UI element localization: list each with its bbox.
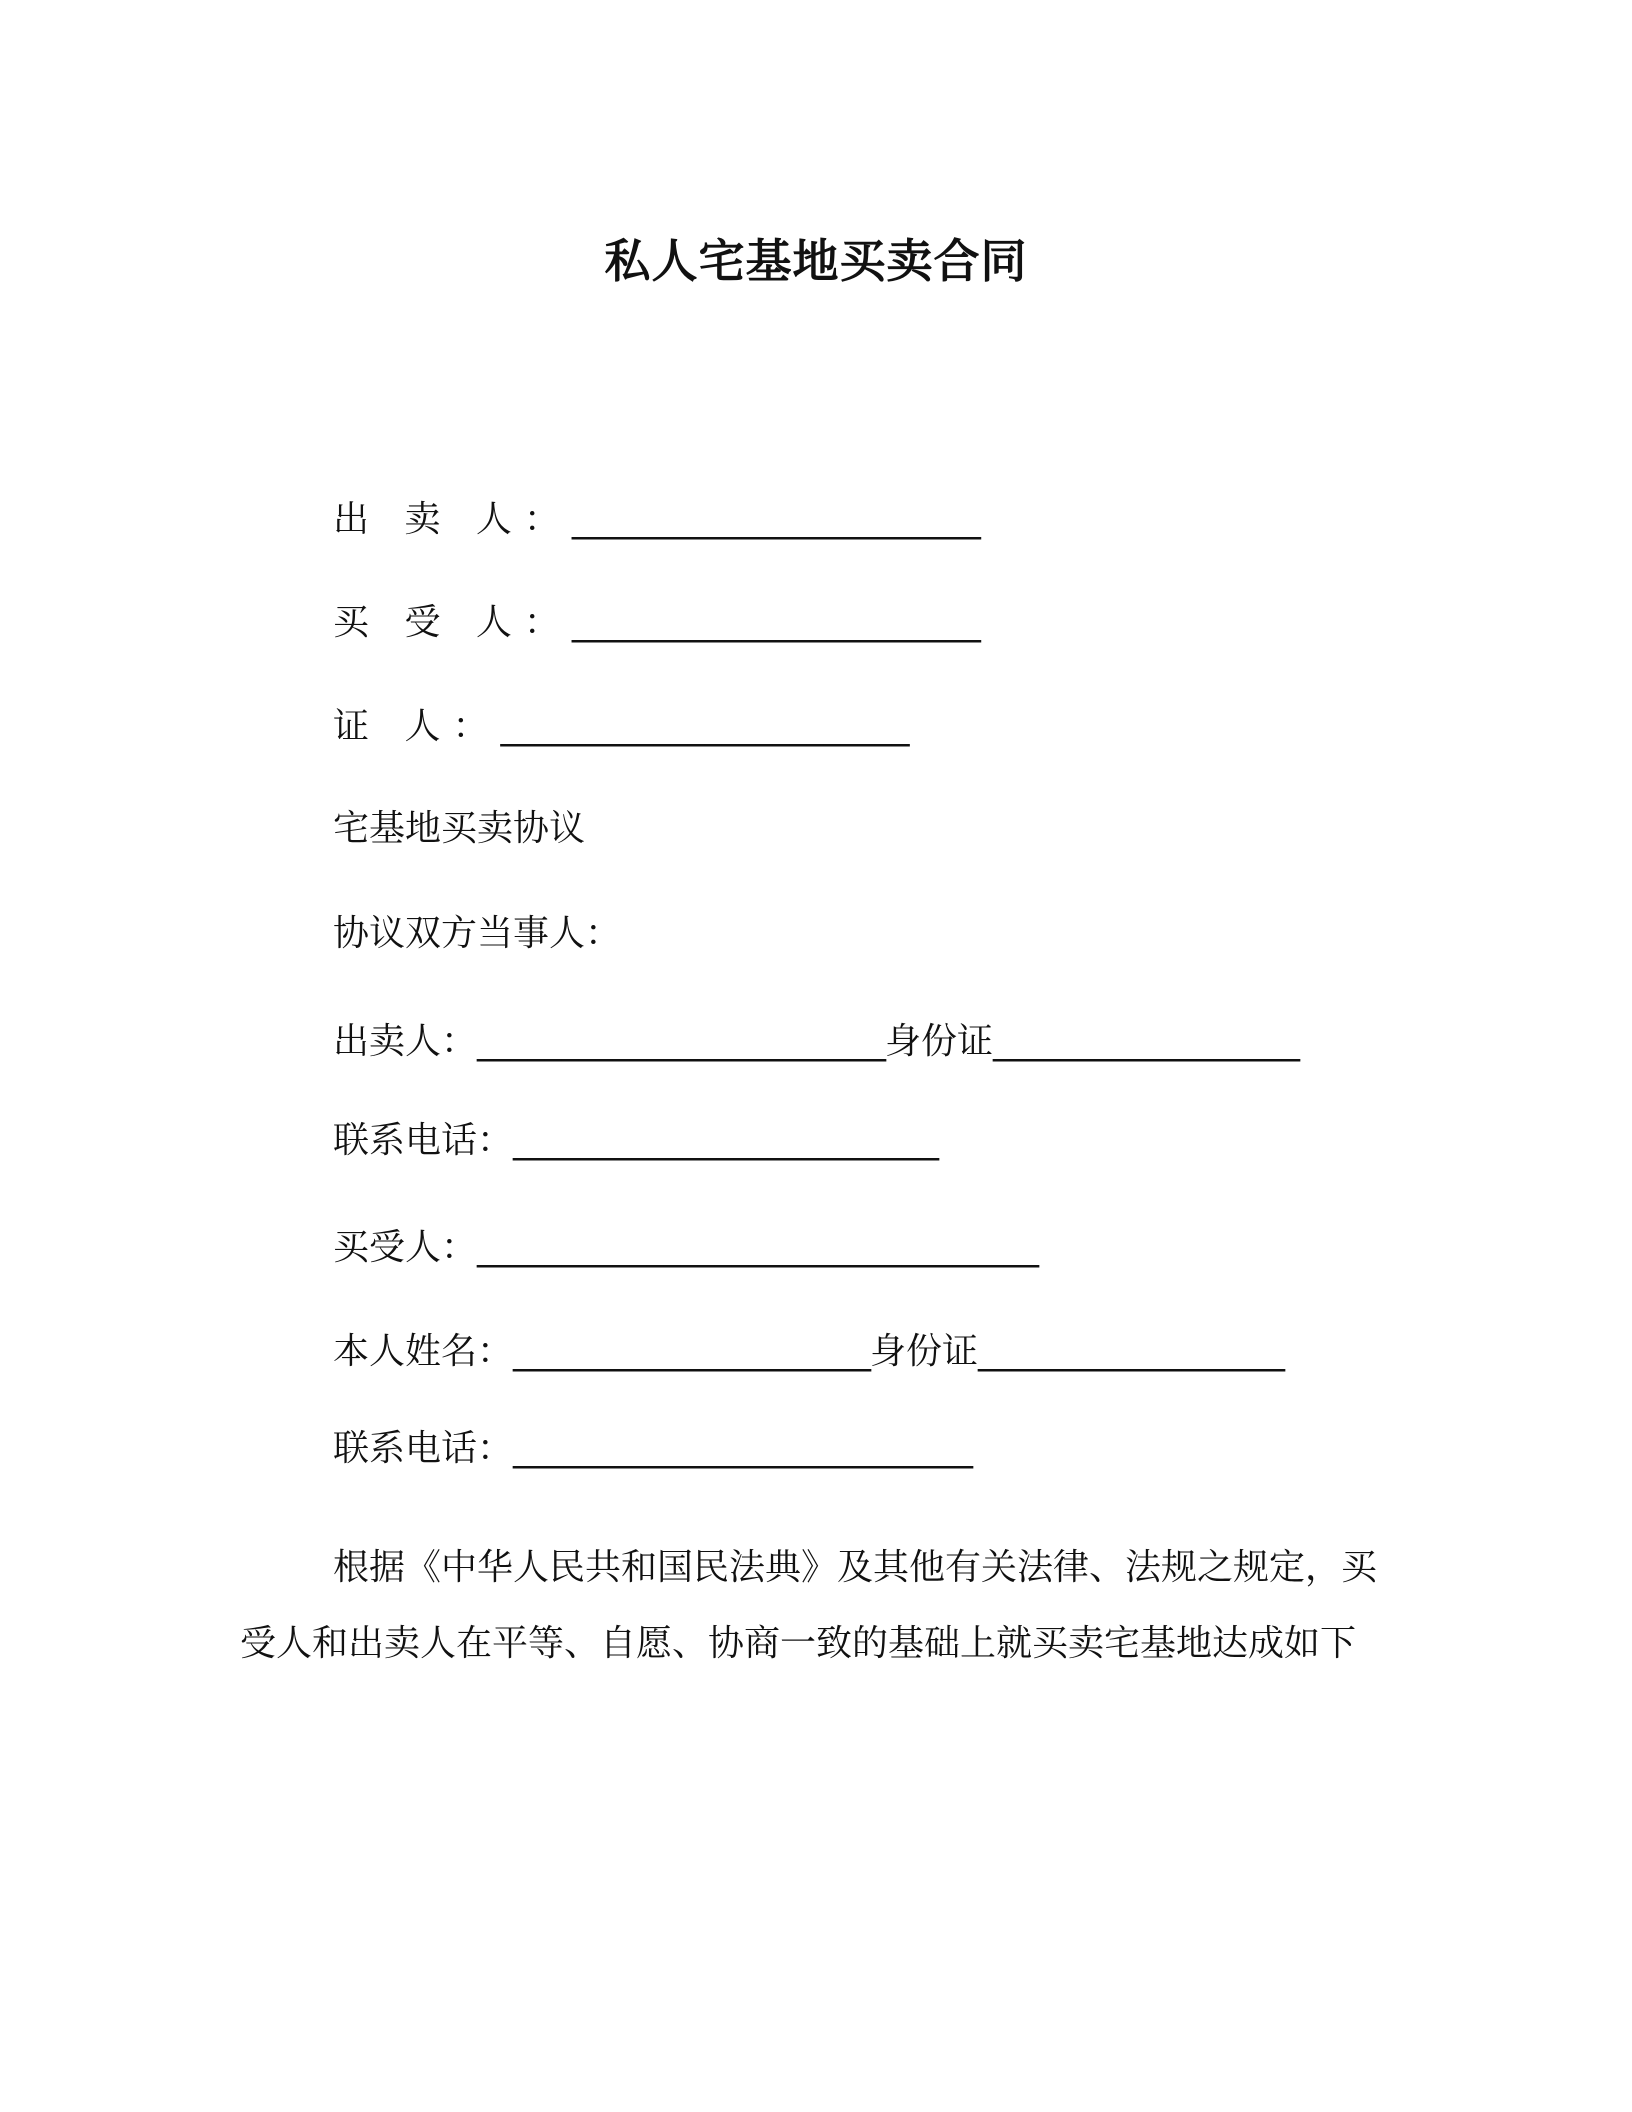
- witness-blank: ________________________: [500, 706, 909, 747]
- body-paragraph: 根据《中华人民共和国民法典》及其他有关法律、法规之规定，买受人和出卖人在平等、自愿、协商一致的基础上就买卖宅基地达成如下: [240, 1547, 1378, 1664]
- buyer-phone-label: 联系电话：: [333, 1428, 514, 1469]
- seller-phone-row: [333, 1115, 938, 1167]
- witness-field: [333, 701, 908, 753]
- witness-label: 证 人：: [333, 706, 501, 747]
- buyer-name-blank: _________________________________: [477, 1227, 1039, 1268]
- buyer-field: [333, 597, 980, 649]
- buyer-person-row: [333, 1326, 1284, 1378]
- contract-title: 私人宅基地买卖合同: [604, 234, 1028, 288]
- seller-field: [333, 494, 980, 546]
- buyer-name-label: 买受人：: [333, 1227, 478, 1268]
- seller-blank: ________________________: [571, 499, 980, 540]
- seller-label: 出 卖 人：: [333, 499, 572, 540]
- buyer-person-blank: _____________________: [513, 1331, 871, 1372]
- buyer-person-label: 本人姓名：: [333, 1331, 514, 1372]
- buyer-id-label: 身份证: [870, 1331, 979, 1372]
- seller-phone-label: 联系电话：: [333, 1120, 514, 1161]
- seller-name-blank: ________________________: [477, 1021, 886, 1062]
- seller-phone-blank: _________________________: [513, 1120, 939, 1161]
- buyer-phone-blank: ___________________________: [513, 1428, 973, 1469]
- buyer-name-row: [333, 1222, 1038, 1274]
- seller-id-blank: __________________: [993, 1021, 1300, 1062]
- seller-id-label: 身份证: [885, 1021, 994, 1062]
- buyer-id-blank: __________________: [978, 1331, 1285, 1372]
- parties-heading: 协议双方当事人：: [333, 913, 622, 954]
- buyer-blank: ________________________: [571, 602, 980, 643]
- seller-name-label: 出卖人：: [333, 1021, 478, 1062]
- buyer-phone-row: [333, 1423, 972, 1475]
- section-title: 宅基地买卖协议: [333, 808, 586, 849]
- seller-name-row: [333, 1016, 1299, 1068]
- buyer-label: 买 受 人：: [333, 602, 572, 643]
